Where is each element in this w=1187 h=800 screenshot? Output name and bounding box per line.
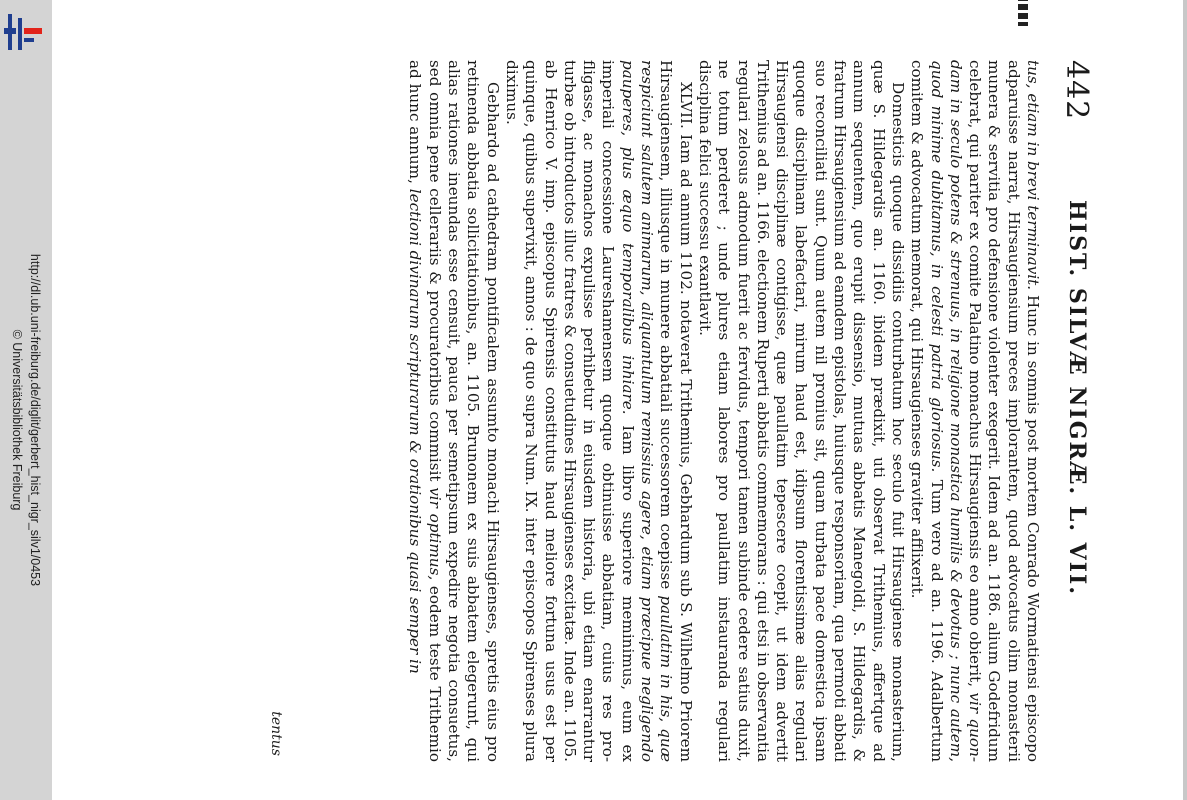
text-segment: Hunc in somnis post mortem Conrado Wormatiensi episcopo adparuisse narrat, Hirsaugiensium preces implorantem, quod advocatus olim monasterii munera & servitia pro defensione violenter exegerit. Idem ad an. 1186. alium Godefridum celebrat, qui pariter ex comite Palatino monachus Hirsaugiensis eo anno obierit, bbox=[966, 60, 1042, 763]
text-segment: vir optimus, bbox=[425, 481, 444, 581]
copyright-notice: © Universitätsbibliothek Freiburg bbox=[10, 329, 24, 511]
scrollbar[interactable] bbox=[1183, 0, 1187, 800]
text-segment: eodem teste Trithemio ad hunc annum, bbox=[406, 60, 444, 762]
page-number: 442 bbox=[1059, 60, 1094, 121]
catchword: tentus bbox=[268, 711, 284, 756]
margin-rule bbox=[1018, 0, 1028, 26]
text-segment: Tum vero ad an. 1196. Adalbertum comitem & advocatum memorat, qui Hirsaugienses graviter afflixerit. bbox=[908, 60, 946, 762]
text-segment: paullatim in his, quæ respiciunt salutem animarum, aliquantulum remissius agere, etiam præcipue negligendo pauperes, plus æquo temporalibus inhiare. bbox=[618, 60, 676, 762]
ub-freiburg-logo[interactable] bbox=[4, 14, 44, 50]
paragraph-4 bbox=[405, 60, 501, 762]
source-url[interactable]: http://dl.ub.uni-freiburg.de/diglit/gerbert_hist_nigr_silv1/0453 bbox=[28, 253, 42, 587]
page-content bbox=[248, 20, 1108, 780]
text-segment: tus, bbox=[1024, 60, 1042, 89]
paragraph-2: Domesticis quoque dissidiis conturbatum hoc seculo fuit Hirsaugiense monasterium, quæ S. Hildegardis an. 1160. ibidem prædixit, uti observat Trithemius, affertque ad annum sequentem, quo erupit dissensio, mutuas abbatis Manegoldi, S. Hildegardis, & fratrum Hirsaugiensium ad eamdem epistolas, huiusque responsoriam, qua permoti abbati suo reconciliati sunt. Quum autem nil pronius sit, quam turbata pace domestica ipsam quoque disciplinam labefactari, mirum haud est, idipsum florentissimæ alias regulari Hirsaugiensi disciplinæ contigisse, quæ paullatim tepescere coepit, ut idem advertit Trithemius ad an. 1166. electionem Ruperti abbatis commemorans : qui etsi in observantia regulari zelosus admodum fuerit ac fervidus, tempori tamen subinde cedere satius duxit, ne totum perderet ; unde plures etiam labores pro paullatim instauranda regulari disciplina felici successu exantlavit. bbox=[695, 60, 907, 762]
page-header bbox=[1054, 60, 1094, 760]
text-segment: XLVII. Iam ad annum 1102. notaverat Trithemius, Gebhardum sub S. Wilhelmo Priorem Hirsaugiensem, illiusque in munere abbatiali successorem coepisse bbox=[657, 60, 695, 762]
scanned-page bbox=[52, 0, 1183, 800]
text-segment: vir quondam in seculo potens & strenuus, in religione monastica humilis & devotus ; nunc autem, quod minime dubitamus, in celesti patria gloriosus. bbox=[927, 60, 985, 762]
text-segment: lectioni divinarum scripturarum & orationibus quasi semper in bbox=[406, 183, 425, 674]
text-segment: Gebhardo ad cathedram pontificalem assumto monachi Hirsaugienses, spretis eius pro retinenda abbatia sollicitationibus, an. 1105. Brunonem ex suis abbatem elegerunt, qui alias rationes ineundas esse censuit, pauca per semetipsum expedire negotia consuetus, sed omnia pene cellerariis & procuratoribus commisit bbox=[425, 60, 502, 762]
body-text bbox=[405, 60, 1042, 762]
text-segment: etiam in brevi terminavit. bbox=[1024, 88, 1042, 291]
text-segment: Iam libro superiore meminimus, eum ex imperiali concessione Laureshamensem quoque obtinuisse abbatiam, cuius res profligasse, ac monachos expulisse perhibetur in eiusdem historia, ubi etiam enarrantur turbæ ob introductos illuc fratres & consuetudines Hirsaugienses excitatæ. Inde an. 1105. ab Henrico V. imp. episcopus Spirensis constitutus haud meliore fortuna usus est per quinque, quibus supervixit, annos : de quo supra Num. IX. inter episcopos Spirenses plura diximus. bbox=[502, 60, 637, 762]
running-title: HIST. SILVÆ NIGRÆ. L. VII. bbox=[1064, 200, 1090, 596]
paragraph-3 bbox=[502, 60, 695, 762]
paragraph-1 bbox=[907, 60, 1042, 762]
viewer-sidebar bbox=[0, 0, 52, 800]
